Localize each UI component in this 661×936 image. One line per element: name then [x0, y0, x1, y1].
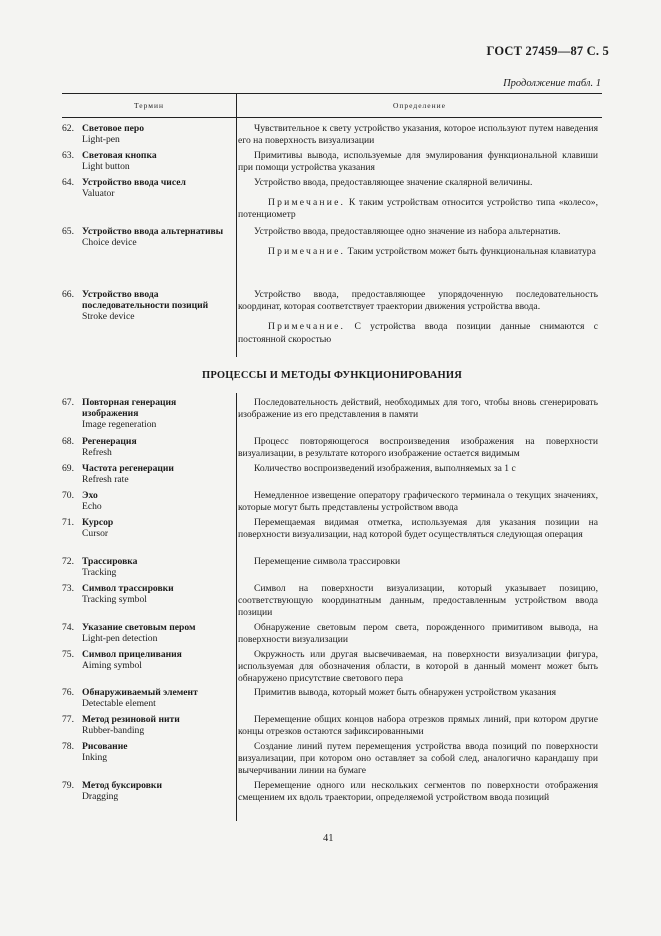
term-ru: Метод буксировки: [82, 780, 162, 791]
term-64: [62, 177, 234, 199]
term-63: [62, 150, 234, 172]
term-number: 73.: [62, 583, 74, 594]
term-en: Valuator: [82, 188, 115, 200]
term-number: 69.: [62, 463, 74, 474]
term-66: [62, 289, 234, 323]
term-number: 64.: [62, 177, 74, 188]
definition-74: [238, 622, 598, 646]
definition-note: [238, 246, 598, 258]
definition-66: [238, 289, 598, 346]
note-text: Таким устройством может быть функциональная клавиатура: [347, 246, 596, 258]
definition-78: [238, 741, 598, 778]
term-69: [62, 463, 234, 485]
term-ru: Трассировка: [82, 556, 138, 567]
term-en: Tracking symbol: [82, 594, 147, 606]
note-label: Примечание.: [268, 246, 346, 258]
definition-67: [238, 397, 598, 421]
term-ru: Регенерация: [82, 436, 137, 447]
term-79: [62, 780, 234, 802]
term-68: [62, 436, 234, 458]
term-ru: Рисование: [82, 741, 128, 752]
term-en: Refresh rate: [82, 474, 129, 486]
definition-text: Немедленное извещение оператору графического терминала о текущих значениях, которые могут быть представлены устройством ввода: [238, 490, 598, 514]
term-number: 79.: [62, 780, 74, 791]
term-en: Aiming symbol: [82, 660, 142, 672]
term-number: 70.: [62, 490, 74, 501]
term-ru: Указание световым пером: [82, 622, 196, 633]
definition-note: [238, 321, 598, 345]
term-number: 77.: [62, 714, 74, 725]
definition-text: Перемещение символа трассировки: [254, 556, 401, 567]
page-number: 41: [323, 833, 334, 844]
note-text: К таким устройствам относится устройство типа «колесо», потенциометр: [238, 197, 599, 221]
term-75: [62, 649, 234, 671]
term-en: Detectable element: [82, 698, 156, 710]
term-ru: Обнаруживаемый элемент: [82, 687, 198, 698]
term-en: Image regeneration: [82, 419, 157, 431]
term-ru: Световая кнопка: [82, 150, 157, 161]
definition-text: Устройство ввода, предоставляющее значение скалярной величины.: [254, 177, 533, 188]
definition-text: Окружность или другая высвечиваемая, на поверхности визуализации фигура, используемая для обозначения области, в которой в данный момент может быть обнаружено присутствие светового пера: [238, 649, 598, 685]
definition-63: [238, 150, 598, 174]
term-ru: Символ трассировки: [82, 583, 174, 594]
term-number: 66.: [62, 289, 74, 300]
term-en: Echo: [82, 501, 102, 513]
term-ru: Эхо: [82, 490, 98, 501]
definition-text: Перемещаемая видимая отметка, используемая для указания позиции на поверхности визуализации, над которой будет осуществляться следующая операция: [238, 517, 598, 541]
definition-71: [238, 517, 598, 541]
term-67: [62, 397, 234, 431]
term-76: [62, 687, 234, 709]
definition-text: Обнаружение световым пером света, порожденного примитивом вывода, на поверхности визуализации: [238, 622, 598, 646]
term-ru: Частота регенерации: [82, 463, 174, 474]
definition-text: Чувствительное к свету устройство указания, которое используют путем наведения его на поверхность визуализации: [238, 123, 598, 147]
term-number: 63.: [62, 150, 74, 161]
term-en: Light-pen detection: [82, 633, 158, 645]
term-en: Refresh: [82, 447, 112, 459]
term-number: 76.: [62, 687, 74, 698]
term-ru: Повторная генерация изображения: [82, 397, 177, 420]
table-header-rule: [62, 117, 602, 118]
term-70: [62, 490, 234, 512]
term-en: Dragging: [82, 791, 119, 803]
term-en: Choice device: [82, 237, 137, 249]
term-en: Rubber-banding: [82, 725, 145, 737]
document-reference: ГОСТ 27459—87 С. 5: [486, 44, 609, 58]
term-number: 65.: [62, 226, 74, 237]
term-72: [62, 556, 234, 578]
definition-note: [238, 197, 598, 221]
term-ru: Световое перо: [82, 123, 144, 134]
definition-text: Перемещение общих концов набора отрезков прямых линий, при котором другие концы отрезков остаются зафиксированными: [238, 714, 598, 738]
definition-text: Последовательность действий, необходимых для того, чтобы вновь сгенерировать изображение из его представления в памяти: [238, 397, 598, 421]
term-78: [62, 741, 234, 763]
term-number: 78.: [62, 741, 74, 752]
term-en: Cursor: [82, 528, 109, 540]
term-number: 71.: [62, 517, 74, 528]
definition-text: Примитив вывода, который может быть обнаружен устройством указания: [254, 687, 557, 698]
definition-62: [238, 123, 598, 147]
term-en: Light button: [82, 161, 130, 173]
term-74: [62, 622, 234, 644]
definition-69: [238, 463, 598, 475]
note-label: Примечание.: [268, 321, 346, 333]
column-header-definition: Определение: [393, 101, 446, 110]
definition-text: Процесс повторяющегося воспроизведения изображения на поверхности визуализации, в результате которого изображение остается видимым: [238, 436, 598, 460]
term-number: 68.: [62, 436, 74, 447]
term-number: 74.: [62, 622, 74, 633]
term-ru: Устройство ввода чисел: [82, 177, 186, 188]
definition-77: [238, 714, 598, 738]
term-ru: Метод резиновой нити: [82, 714, 180, 725]
definition-68: [238, 436, 598, 460]
term-ru: Устройство ввода альтернативы: [82, 226, 224, 237]
column-header-term: Термин: [133, 101, 165, 110]
definition-text: Символ на поверхности визуализации, который указывает позицию, соответствующую координатным данным, предоставленным устройством ввода позиции: [238, 583, 598, 619]
definition-72: [238, 556, 598, 568]
term-62: [62, 123, 234, 145]
note-label: Примечание.: [268, 197, 346, 209]
definition-70: [238, 490, 598, 514]
definition-75: [238, 649, 598, 686]
definition-text: Количество воспроизведений изображения, выполняемых за 1 с: [254, 463, 516, 474]
definition-73: [238, 583, 598, 620]
table-top-rule: [62, 93, 602, 94]
definition-76: [238, 687, 598, 699]
term-en: Tracking: [82, 567, 117, 579]
term-number: 72.: [62, 556, 74, 567]
definition-text: Примитивы вывода, используемые для эмулирования функциональной клавиши при помощи устройства указания: [238, 150, 598, 174]
term-en: Light-pen: [82, 134, 120, 146]
definition-text: Создание линий путем перемещения устройства ввода позиций по поверхности визуализации, при котором оно оставляет за собой след, аналогично карандашу при вычерчивании линии на бумаге: [238, 741, 598, 777]
term-en: Stroke device: [82, 311, 135, 323]
column-divider-bottom: [236, 393, 237, 821]
term-number: 62.: [62, 123, 74, 134]
note-text: С устройства ввода позиции данные снимаются с постоянной скоростью: [238, 321, 598, 345]
definition-text: Устройство ввода, предоставляющее одно значение из набора альтернатив.: [254, 226, 561, 237]
definition-text: Перемещение одного или нескольких сегментов по поверхности отображения смещением их вдоль траектории, определяемой устройством ввода позиций: [238, 780, 598, 804]
definition-79: [238, 780, 598, 804]
definition-65: [238, 226, 598, 258]
section-title: ПРОЦЕССЫ И МЕТОДЫ ФУНКЦИОНИРОВАНИЯ: [201, 370, 463, 381]
table-continuation-note: Продолжение табл. 1: [503, 78, 601, 89]
term-ru: Курсор: [82, 517, 114, 528]
term-ru: Устройство ввода последовательности позиций: [82, 289, 209, 312]
term-65: [62, 226, 234, 248]
term-77: [62, 714, 234, 736]
term-73: [62, 583, 234, 605]
column-divider-top: [236, 93, 237, 357]
term-ru: Символ прицеливания: [82, 649, 182, 660]
term-71: [62, 517, 234, 539]
term-number: 67.: [62, 397, 74, 408]
definition-text: Устройство ввода, предоставляющее упорядоченную последовательность координат, которая соответствует траектории движения устройства ввода.: [238, 289, 598, 313]
definition-64: [238, 177, 598, 222]
term-number: 75.: [62, 649, 74, 660]
term-en: Inking: [82, 752, 108, 764]
